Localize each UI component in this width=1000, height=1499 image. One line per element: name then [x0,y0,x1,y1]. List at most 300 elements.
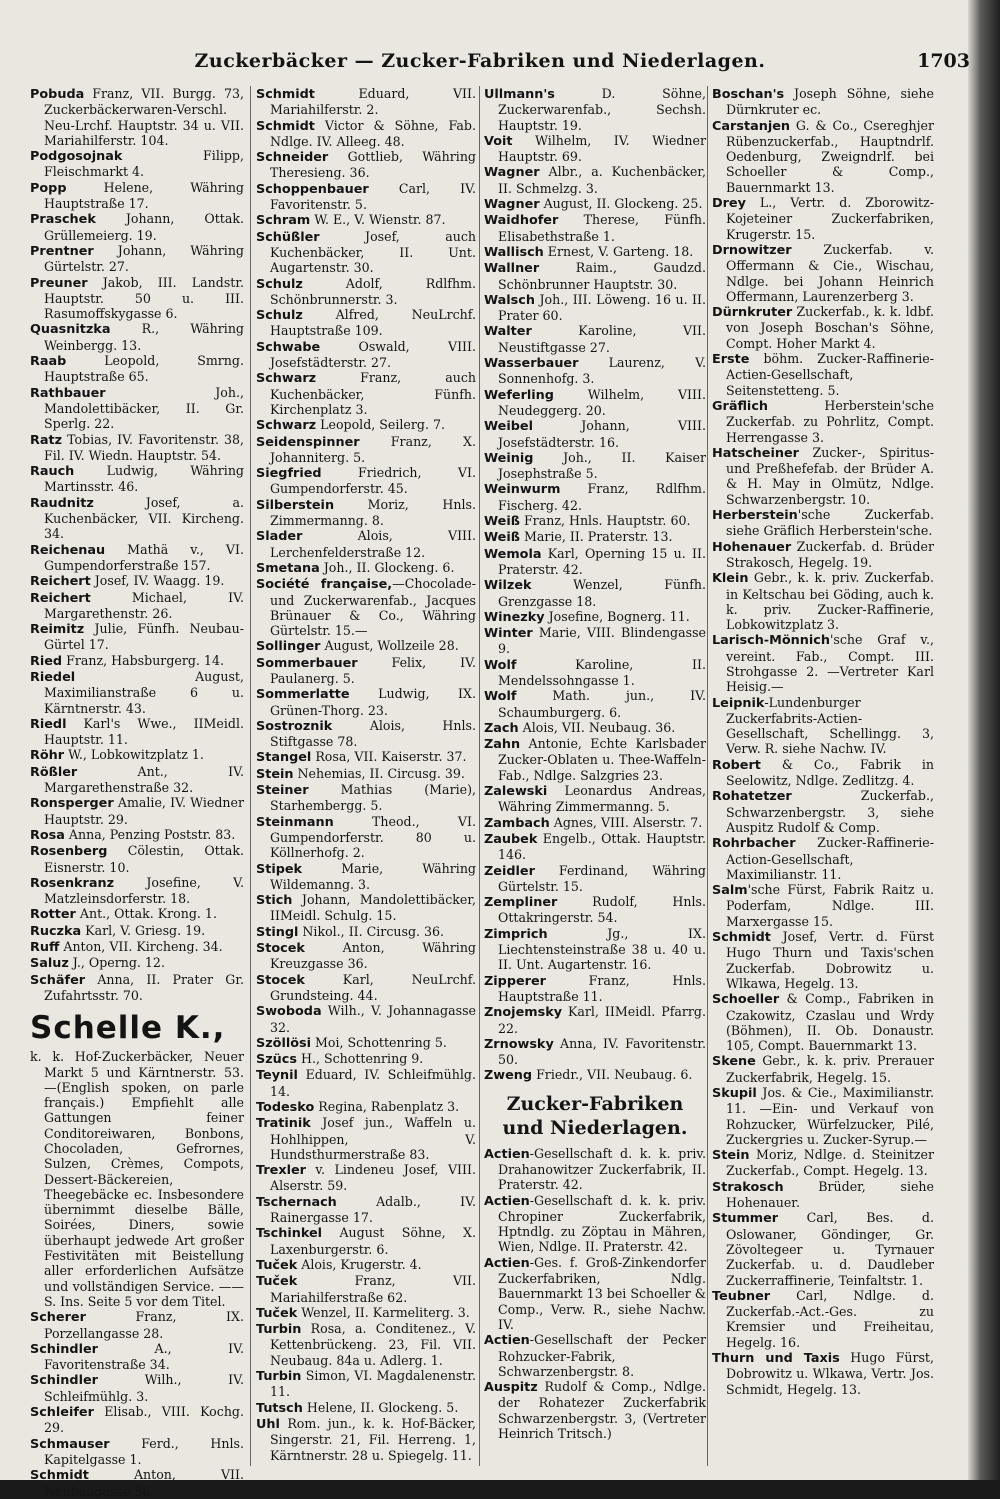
entry-name: Schüßler [256,229,320,245]
entry-details: Josef, a. Kuchenbäcker, VII. Kircheng. 34. [44,494,244,542]
entry-details: Alois, VIII. Lerchenfelderstraße 12. [270,528,476,560]
directory-entry [712,1147,934,1179]
entry-details: Anna, IV. Favoritenstr. 50. [498,1035,706,1068]
directory-entry [30,590,244,622]
page-number: 1703 [917,50,970,72]
entry-name: Société française, [256,577,393,593]
entry-name: Schwarz [256,418,317,434]
entry-details: Rudolf & Comp., Ndlge. der Rohatezer Zuckerfabrik Schwarzenbergstr. 3, (Vertreter Heinrich Tritsch.) [498,1379,706,1442]
directory-entry [712,445,934,507]
directory-entry [256,497,476,529]
entry-details: Wilh., V. Johannagasse 32. [270,1003,476,1035]
entry-name: Rotter [30,907,76,923]
directory-entry [256,181,476,213]
entry-details: W. E., V. Wienstr. 87. [310,212,446,228]
entry-details: Joh., III. Löweng. 16 u. II. Prater 60. [498,291,706,324]
entry-name: Walsch [484,292,535,308]
directory-entry [30,1404,244,1436]
directory-entry [712,695,934,757]
column-3 [484,86,706,1441]
entry-details: Victor & Söhne, Fab. Ndlge. IV. Alleeg. 48. [270,117,476,149]
entry-name: Schmidt [30,1468,89,1484]
entry-name: Erste [712,352,750,368]
entry-name: Wemola [484,546,542,562]
entry-name: Riedl [30,716,67,732]
book-binding-edge [968,0,1000,1480]
entry-name: Stein [712,1148,750,1164]
entry-details: Joseph Söhne, siehe Dürnkruter ec. [726,86,934,118]
entry-details: Wilhelm, VIII. Neudeggerg. 20. [498,386,706,418]
directory-entry [484,387,706,419]
entry-list [484,86,706,1084]
directory-entry [256,560,476,576]
directory-entry [30,385,244,432]
directory-entry [256,576,476,638]
directory-entry [712,304,934,351]
directory-entry [712,757,934,789]
entry-details: Nikol., II. Circusg. 36. [298,923,445,939]
entry-details: Johann, Währing Gürtelstr. 27. [44,242,244,275]
entry-details: Laurenz, V. Sonnenhofg. 3. [498,355,706,387]
entry-name: Schleifer [30,1405,94,1421]
directory-entry [256,1400,476,1416]
directory-entry [484,1004,706,1036]
entry-details: Jakob, III. Landstr. Hauptstr. 50 u. III. Rasumoffskygasse 6. [44,274,244,322]
directory-entry [30,795,244,827]
directory-entry [484,418,706,450]
entry-details: Alfred, NeuLrchf. Hauptstraße 109. [270,307,476,339]
entry-details: Marie, II. Praterstr. 13. [519,529,673,545]
entry-details: Helene, Währing Hauptstraße 17. [44,179,244,212]
directory-entry [30,939,244,955]
directory-entry [256,782,476,814]
entry-details: Wilhelm, IV. Wiedner Hauptstr. 69. [498,132,706,165]
entry-name: Drnowitzer [712,242,792,258]
entry-name: Szücs [256,1052,297,1068]
directory-entry [30,972,244,1004]
entry-details: Gebr., k. k. priv. Zuckerfab. in Keltschau bei Göding, auch k. k. priv. Zucker-Raffinerie, Lobkowitzplatz 3. [726,570,934,633]
entry-name: Tschinkel [256,1226,323,1242]
advertisement-name: Schelle K., [30,1010,226,1047]
entry-name: Röhr [30,748,65,764]
directory-entry [30,843,244,875]
entry-name: Wagner [484,165,540,181]
entry-name: Raudnitz [30,495,94,511]
directory-entry [256,307,476,339]
entry-details: Marie, VIII. Blindengasse 9. [498,625,706,657]
entry-name: Teynil [256,1068,298,1084]
entry-name: Zaubek [484,831,538,847]
entry-name: Wagner [484,197,540,213]
directory-entry [256,276,476,308]
directory-entry [30,353,244,385]
entry-name: Szöllösi [256,1035,312,1051]
entry-name: Sostroznik [256,718,333,734]
directory-entry [712,991,934,1053]
directory-entry [712,929,934,991]
directory-entry [256,638,476,654]
directory-entry [256,528,476,560]
entry-details: Mathias (Marie), Starhembergg. 5. [270,782,476,814]
section-heading: Zucker-Fabriken und Niederlagen. [502,1092,688,1139]
entry-name: Stangel [256,750,312,766]
entry-name: Znojemsky [484,1005,563,1021]
directory-entry [484,86,706,133]
entry-name: Zambach [484,815,550,831]
entry-details: Franz, VII. Burgg. 73, Zuckerbäckerwaren-Verschl. Neu-Lrchf. Hauptstr. 34 u. VII. Mariahilferstr. 104. [44,86,244,148]
entry-name: Wolf [484,657,517,673]
directory-entry [484,1146,706,1193]
entry-details: Hugo Fürst, Dobrowitz u. Wlkawa, Vertr. Jos. Schmidt, Hegelg. 13. [726,1350,934,1397]
entry-details: Gebr., k. k. priv. Prerauer Zuckerfabrik, Hegelg. 15. [726,1053,934,1085]
directory-entry [712,632,934,694]
entry-name: Todesko [256,1100,315,1115]
entry-name: Quasnitzka [30,322,111,338]
directory-entry [256,1115,476,1162]
entry-details: Ludwig, IX. Grünen-Thorg. 23. [270,686,476,718]
directory-entry [484,546,706,578]
directory-entry [712,570,934,632]
entry-name: Actien [484,1193,530,1209]
entry-name: Carstanjen [712,118,790,134]
directory-entry [484,212,706,244]
entry-name: Actien [484,1333,530,1349]
advertisement-text: k. k. Hof-Zuckerbäcker, Neuer Markt 5 und Kärntnerstr. 53. —(English spoken, on parle français.) Empfiehlt alle Gattungen feiner Conditoreiwaren, Bonbons, Chocoladen, Gefrornes, Sulzen, Crèmes, Compots, Dessert-Bäckereien, Theegebäcke ec. Insbesondere übernimmt dieselbe Bälle, Soirées, Diners, sowie überhaupt jedwede Art großer Festivitäten mit Beistellung aller erforderlichen Aufsätze und vollständigen Service. —— S. Ins. Seite 5 vor dem Titel. [30,1049,244,1309]
entry-name: Silberstein [256,497,335,513]
directory-entry [256,766,476,782]
directory-entry [484,1193,706,1255]
entry-details: Gottlieb, Währing Theresieng. 36. [270,149,476,181]
entry-name: Stocek [256,941,305,957]
directory-entry [30,275,244,322]
entry-details: R., Währing Weinbergg. 13. [44,321,244,353]
entry-details: Moriz, Hnls. Zimmermanng. 8. [270,496,476,529]
entry-details: Oswald, VIII. Josefstädterstr. 27. [270,338,476,371]
entry-details: Franz, IX. Porzellangasse 28. [44,1309,244,1341]
entry-details: -Ges. f. Groß-Zinkendorfer Zuckerfabriken, Ndlg. Bauernmarkt 13 bei Schoeller & Comp., Verw. R., siehe Nachw. IV. [498,1254,706,1332]
entry-details: Rosa, a. Conditenez., V. Kettenbrückeng. 23, Fil. VII. Neubaug. 84a u. Adlerg. 1. [270,1321,476,1368]
entry-details: Joh., II. Kaiser Josephstraße 5. [498,449,706,482]
entry-details: Elisab., VIII. Kochg. 29. [44,1404,244,1436]
column-2 [256,86,476,1463]
entry-name: Riedel [30,669,76,685]
entry-name: Reichert [30,574,91,590]
entry-name: Seidenspinner [256,434,360,450]
entry-name: Schneider [256,150,329,166]
directory-entry [256,1273,476,1305]
entry-name: Preuner [30,275,88,291]
directory-entry [30,764,244,796]
entry-name: Schram [256,213,311,229]
entry-name: Stich [256,893,293,909]
running-title: Zuckerbäcker — Zucker-Fabriken und Niederlagen. [194,50,766,72]
page-header [30,44,970,80]
entry-details: Therese, Fünfh. Elisabethstraße 1. [498,212,706,244]
entry-name: Rohrbacher [712,836,796,852]
directory-entry [30,653,244,669]
entry-name: Ratz [30,432,63,448]
directory-entry [30,1309,244,1341]
entry-name: Reichert [30,590,91,606]
entry-name: Zahn [484,737,521,753]
directory-entry [30,669,244,716]
directory-entry [712,507,934,539]
entry-details: Anna, Penzing Poststr. 83. [64,826,236,842]
entry-name: Raab [30,354,67,370]
entry-details: Anton, Währing Kreuzgasse 36. [270,940,476,972]
directory-entry [712,195,934,242]
entry-name: Schulz [256,276,303,292]
directory-entry [256,212,476,228]
entry-details: —Chocolade- und Zuckerwarenfab., Jacques Brünauer & Co., Währing Gürtelstr. 15.— [270,576,476,639]
entry-name: Gräflich [712,398,769,414]
entry-name: Auspitz [484,1380,538,1396]
entry-details: Wilh., IV. Schleifmühlg. 3. [44,1372,244,1404]
entry-details: Leonardus Andreas, Währing Zimmermanng. 5. [498,783,706,815]
entry-details: Herberstein'sche Zuckerfab. zu Pohrlitz, Compt. Herrengasse 3. [726,397,934,445]
entry-details: Rosa, VII. Kaiserstr. 37. [311,749,467,765]
directory-entry [30,180,244,212]
directory-entry [484,1255,706,1332]
directory-entry [30,463,244,495]
directory-entry [256,749,476,765]
directory-entry [712,242,934,304]
entry-name: Skupil [712,1086,757,1101]
directory-entry [256,940,476,972]
entry-name: Tuček [256,1274,298,1290]
entry-name: Zalewski [484,784,548,800]
directory-entry [256,86,476,118]
entry-details: Anton, VII. Kircheng. 34. [59,939,223,955]
entry-details: Albr., a. Kuchenbäcker, II. Schmelzg. 3. [498,164,706,196]
directory-entry [256,1305,476,1321]
directory-entry [484,688,706,720]
entry-list [30,86,244,1003]
entry-details: Karl, V. Griesg. 19. [81,922,206,938]
entry-details: Josef, Vertr. d. Fürst Hugo Thurn und Taxis'schen Zuckerfab. Dobrowitz u. Wlkawa, Hegelg. 13. [726,929,934,991]
directory-entry [256,1067,476,1099]
entry-list [484,1146,706,1442]
directory-entry [256,118,476,150]
entry-name: Ruff [30,940,60,956]
directory-entry [484,783,706,815]
entry-name: Hohenauer [712,539,792,555]
directory-entry [30,86,244,148]
entry-details: Karl, IIMeidl. Pfarrg. 22. [498,1004,706,1036]
directory-entry [712,351,934,398]
entry-name: Zipperer [484,973,546,989]
directory-entry [484,196,706,212]
entry-details: Wenzel, II. Karmeliterg. 3. [297,1304,470,1320]
directory-entry [256,655,476,687]
directory-entry [256,1194,476,1226]
directory-entry [30,906,244,922]
directory-entry [484,1036,706,1068]
entry-details: Marie, Währing Wildemanng. 3. [270,860,476,892]
directory-entry [484,815,706,831]
entry-details: Rudolf, Hnls. Ottakringerstr. 54. [498,894,706,926]
directory-entry [712,539,934,571]
directory-entry [256,1035,476,1051]
entry-details: Helene, II. Glockeng. 5. [302,1399,459,1415]
entry-name: Zimprich [484,926,548,942]
entry-details: Zuckerfab. v. Offermann & Cie., Wischau, Ndlge. bei Johann Heinrich Offermann, Laurenzerberg 3. [726,241,934,304]
directory-entry [712,1350,934,1397]
directory-entry [30,1372,244,1404]
directory-entry [484,323,706,355]
directory-entry [256,814,476,861]
directory-entry [484,481,706,513]
directory-entry [256,1368,476,1400]
entry-details: Theod., VI. Gumpendorferstr. 80 u. Köllnerhofg. 2. [270,813,476,861]
entry-details: Karl's Wwe., IIMeidl. Hauptstr. 11. [44,715,244,748]
directory-entry [712,1179,934,1211]
entry-name: Stein [256,766,294,782]
entry-details: Carl, Bes. d. Oslowaner, Göndinger, Gr. Zövoltegeer u. Tyrnauer Zuckerfab. u. d. Daudleber Zuckerraffinerie, Teinfaltstr. 1. [726,1210,934,1288]
entry-name: Prentner [30,243,94,259]
entry-details: Ant., IV. Margarethenstraße 32. [44,763,244,796]
entry-details: Cölestin, Ottak. Eisnerstr. 10. [44,843,244,875]
entry-name: Strakosch [712,1179,784,1195]
entry-details: L., Vertr. d. Zborowitz-Kojeteiner Zuckerfabriken, Krugerstr. 15. [726,195,934,242]
entry-details: H., Schottenring 9. [296,1051,424,1067]
entry-details: August Söhne, X. Laxenburgerstr. 6. [270,1225,476,1257]
directory-entry [484,831,706,863]
entry-name: Tutsch [256,1400,303,1416]
entry-name: Tschernach [256,1194,337,1210]
entry-details: Moi, Schottenring 5. [311,1034,447,1050]
entry-details: Zuckerfab., Schwarzenbergstr. 3, siehe Auspitz Rudolf & Comp. [726,788,934,835]
column-divider [479,86,480,1466]
entry-name: Turbin [256,1369,302,1385]
directory-entry [484,973,706,1005]
entry-name: Waidhofer [484,213,559,229]
directory-entry [712,118,934,195]
entry-details: Eduard, IV. Schleifmühlg. 14. [270,1067,476,1099]
entry-list [30,1309,244,1499]
entry-details: Raim., Gaudzd. Schönbrunner Hauptstr. 30. [498,260,706,292]
directory-entry [256,339,476,371]
entry-details: Alois, VII. Neubaug. 36. [518,719,676,735]
entry-details: Brüder, siehe Hohenauer. [726,1178,934,1211]
entry-name: Popp [30,180,67,196]
entry-details: Leopold, Smrng. Hauptstraße 65. [44,353,244,385]
entry-details: & Co., Fabrik in Seelowitz, Ndlge. Zedlitzg. 4. [726,756,934,789]
entry-name: Rauch [30,464,75,480]
entry-name: Salm [712,883,748,899]
directory-entry [256,434,476,466]
directory-entry [484,609,706,625]
entry-name: Robert [712,757,761,773]
entry-name: Turbin [256,1322,302,1338]
entry-name: Rosenkranz [30,875,115,891]
entry-details: Zuckerfab. d. Brüder Strakosch, Hegelg. 19. [726,538,934,570]
entry-details: Adalb., IV. Rainergasse 17. [270,1193,476,1226]
entry-name: Schoppenbauer [256,181,369,197]
entry-name: Stummer [712,1211,779,1227]
entry-name: Wilzek [484,578,532,594]
entry-details: Ludwig, Währing Martinsstr. 46. [44,463,244,495]
directory-entry [712,835,934,882]
entry-name: Stingl [256,924,299,940]
entry-details: Johann, Ottak. Grüllemeierg. 19. [44,211,244,243]
directory-entry [256,1162,476,1194]
entry-details: Karoline, II. Mendelssohngasse 1. [498,656,706,688]
entry-name: Uhl [256,1416,280,1432]
entry-name: Tuček [256,1305,298,1321]
entry-details: Rom. jun., k. k. Hof-Bäcker, Singerstr. 21, Fil. Herreng. 1, Kärntnerstr. 28 u. Spiegelg. 11. [270,1415,476,1463]
directory-entry [256,686,476,718]
entry-details: 'sche Zuckerfab. siehe Gräflich Herberstein'sche. [726,507,934,539]
directory-entry [712,398,934,445]
entry-name: Weiß [484,514,520,530]
directory-entry [30,211,244,243]
entry-details: Adolf, Rdlfhm. Schönbrunnerstr. 3. [270,275,476,307]
directory-entry [484,736,706,783]
entry-details: Josef jun., Waffeln u. Hohlhippen, V. Hundsthurmerstraße 83. [270,1115,476,1162]
entry-name: Sollinger [256,639,321,655]
directory-entry [484,529,706,545]
entry-name: Tratinik [256,1116,311,1132]
column-divider [250,86,251,1466]
entry-list [712,86,934,1397]
entry-details: Karl, NeuLrchf. Grundsteing. 44. [270,971,476,1003]
directory-entry [30,827,244,843]
directory-entry [30,716,244,748]
entry-details: J., Operng. 12. [68,955,165,971]
entry-details: Anna, II. Prater Gr. Zufahrtsstr. 70. [44,971,244,1003]
entry-details: -Gesellschaft d. k. k. priv. Drahanowitzer Zuckerfabrik, II. Praterstr. 42. [498,1145,706,1193]
entry-details: Alois, Hnls. Stiftgasse 78. [270,717,476,750]
directory-entry [256,892,476,924]
directory-entry [484,292,706,324]
entry-details: Carl, Ndlge. d. Zuckerfab.-Act.-Ges. zu Kremsier und Freiheitau, Hegelg. 16. [726,1287,934,1350]
entry-details: G. & Co., Csereghjer Rübenzuckerfab., Hauptndrlf. Oedenburg, Zweigndrlf. bei Schoeller & Comp., Bauernmarkt 13. [726,117,934,195]
directory-entry [256,1051,476,1067]
entry-details: Joh., II. Glockeng. 6. [319,559,455,575]
entry-details: Ernest, V. Garteng. 18. [543,243,694,259]
entry-details: Josefine, V. Matzleinsdorferstr. 18. [44,874,244,907]
entry-name: Saluz [30,956,69,972]
directory-entry [256,229,476,276]
entry-details: August, Maximilianstraße 6 u. Kärntnerstr. 43. [44,668,244,716]
entry-details: Julie, Fünfh. Neubau-Gürtel 17. [44,621,244,653]
entry-name: Reichenau [30,542,106,558]
entry-name: Leipnik [712,695,765,711]
entry-name: Teubner [712,1288,771,1304]
directory-entry [256,1257,476,1273]
entry-details: Anton, VII. Neubaugasse 56. [44,1467,244,1499]
entry-details: Karl, Operning 15 u. II. Praterstr. 42. [498,545,706,577]
column-4 [712,86,934,1397]
directory-entry [712,882,934,929]
entry-details: Tobias, IV. Favoritenstr. 38, Fil. IV. Wiedn. Hauptstr. 54. [44,431,244,463]
entry-name: Rößler [30,764,78,780]
entry-name: Zeidler [484,863,535,879]
entry-name: Voit [484,133,513,149]
entry-details: D. Söhne, Zuckerwarenfab., Sechsh. Hauptstr. 19. [498,86,706,133]
entry-details: v. Lindeneu Josef, VIII. Alserstr. 59. [270,1162,476,1194]
entry-name: Rohatetzer [712,789,792,805]
entry-details: Franz, Rdlfhm. Fischerg. 42. [498,481,706,513]
entry-details: Jos. & Cie., Maximilianstr. 11. —Ein- und Verkauf von Rohzucker, Würfelzucker, Pilé, Zuckergries u. Zucker-Syrup.— [726,1085,934,1147]
directory-entry [484,355,706,387]
entry-details: Josef, auch Kuchenbäcker, II. Unt. Augartenstr. 30. [270,228,476,276]
entry-name: Weibel [484,419,533,435]
entry-name: Klein [712,571,749,587]
entry-name: Scherer [30,1310,86,1326]
directory-entry [484,164,706,196]
